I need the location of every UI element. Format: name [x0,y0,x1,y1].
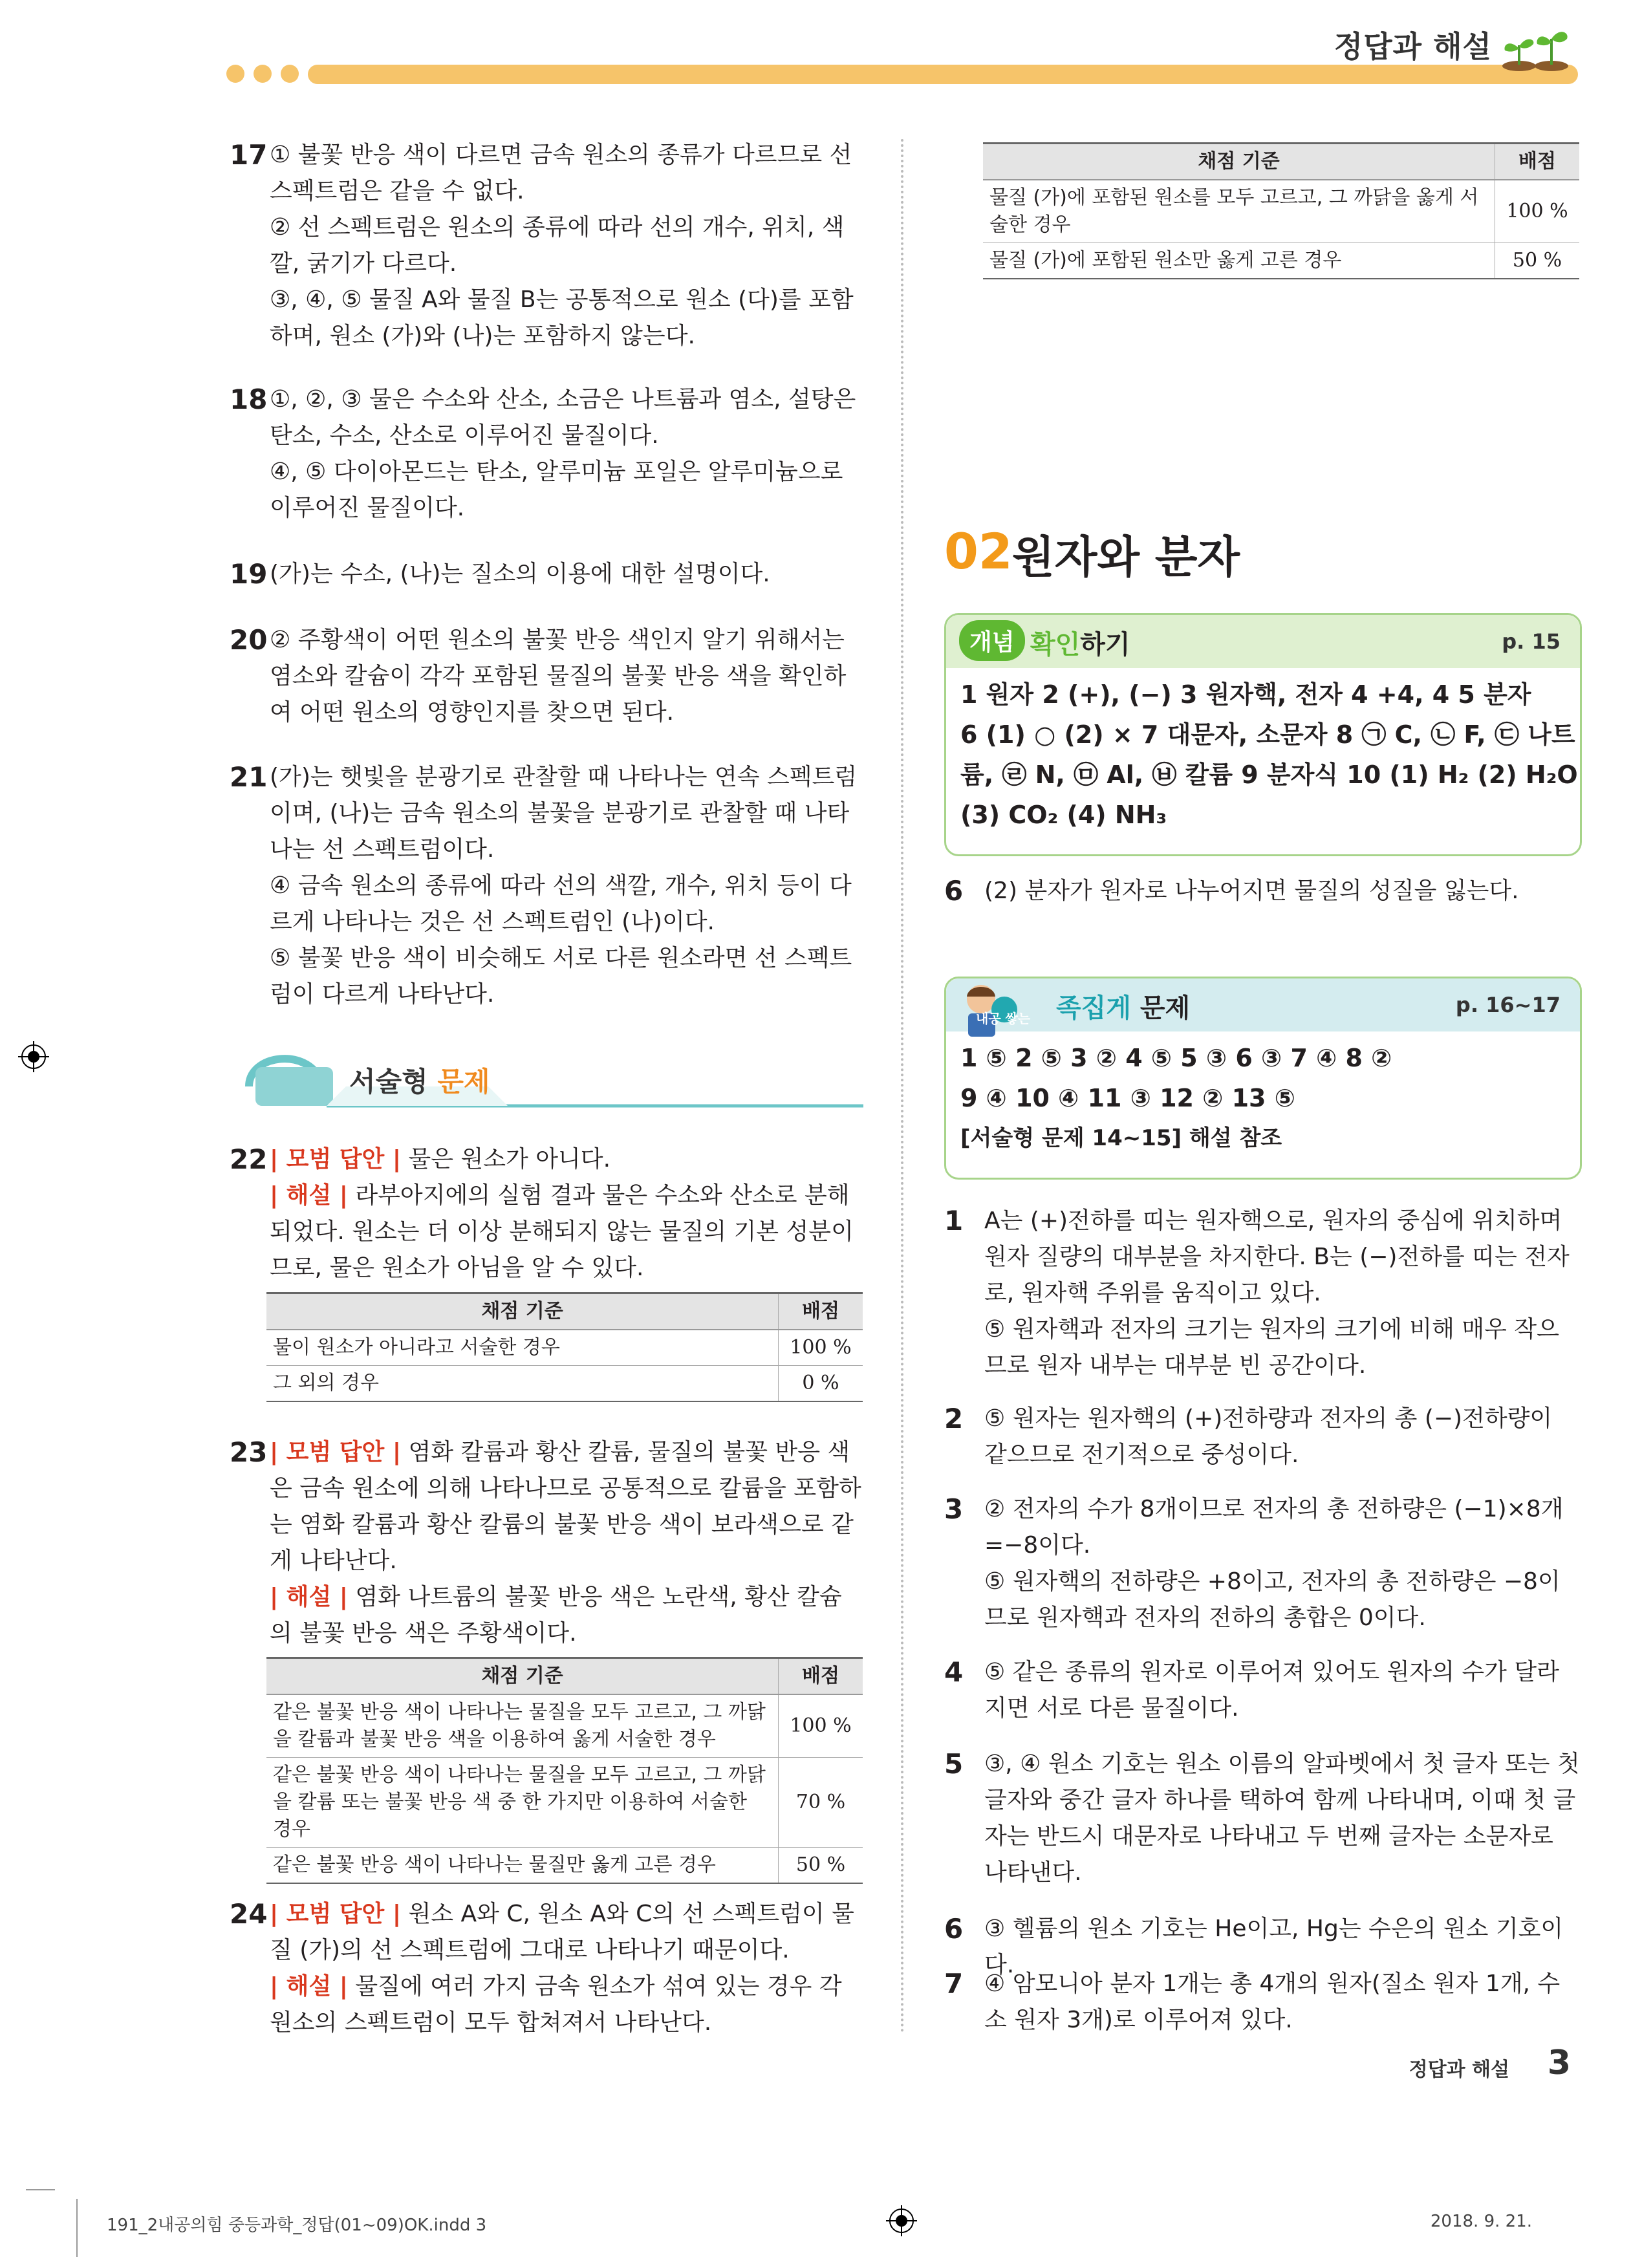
answer-item-19: 19 (가)는 수소, (나)는 질소의 이용에 대한 설명이다. [230,558,770,590]
answer-item-21: 21 (가)는 햇빛을 분광기로 관찰할 때 나타나는 연속 스펙트럼이며, (나)는 금속 원소의 불꽃을 분광기로 관찰할 때 나타나는 선 스펙트럼이다. ④ 금속 원소의 종류에 따라 선의 색깔, 개수, 위치 등이 다르게 나타나는 것은 선 스펙트럼인 (나)이다. ⑤ 불꽃 반응 색이 비슷해도 서로 다른 원소라면 선 스펙트럼이 다르게 나타난다. [230,761,858,1008]
answer-item-24: 24 | 모범 답안 | 원소 A와 C, 원소 A와 C의 선 스펙트럼이 물질 (가)의 선 스펙트럼에 그대로 나타나기 때문이다. | 해설 | 물질에 여러 가지 금속 원소가 섞여 있는 경우 각 원소의 스펙트럼이 모두 합쳐져서 나타난다. [230,1898,854,2036]
crop-mark [76,2199,78,2257]
column-divider [901,139,903,2034]
section-title: 원자와 분자 [1012,532,1240,583]
scoring-table-continued: 채점 기준 배점 물질 (가)에 포함된 원소를 모두 고르고, 그 까닭을 옳게 서술한 경우 100 % 물질 (가)에 포함된 원소만 옳게 고른 경우 50 % [983,142,1579,279]
practice-problems-box [944,977,1582,1180]
scoring-table-23: 채점 기준 배점 같은 불꽃 반응 색이 나타나는 물질을 모두 고르고, 그 까닭을 칼륨과 불꽃 반응 색을 이용하여 옳게 서술한 경우 100 % 같은 불꽃 반응 색이 나타나는 물질을 모두 고르고, 그 까닭을 칼륨 또는 불꽃 반응 색 중 한 가지만 이용하여 서술한 경우 70 % 같은 불꽃 반응 색이 나타나는 물질만 옳게 고른 경우 50 % [266,1657,863,1884]
footer-label: 정답과 해설 [1409,2058,1509,2081]
scoring-table-22: 채점 기준 배점 물이 원소가 아니라고 서술한 경우 100 % 그 외의 경우 0 % [266,1292,863,1402]
concept-box-answers: 1 원자 2 (+), (−) 3 원자핵, 전자 4 +4, 4 5 분자 6 (1) ○ (2) × 7 대문자, 소문자 8 ㉠ C, ㉡ F, ㉢ 나트 륨, ㉣ N, ㉤ Al, ㉥ 칼륨 9 분자식 10 (1) H₂ (2) H₂O (3) CO₂ (4) NH₃ [960,680,1578,829]
concept-note-6: 6 (2) 분자가 원자로 나누어지면 물질의 성질을 잃는다. [944,875,1519,907]
answer-item-23: 23 | 모범 답안 | 염화 칼륨과 황산 칼륨, 물질의 불꽃 반응 색은 금속 원소에 의해 나타나므로 공통적으로 칼륨을 포함하는 염화 칼륨과 황산 칼륨의 불꽃 반응 색이 보라색으로 같게 나타난다. | 해설 | 염화 나트륨의 불꽃 반응 색은 노란색, 황산 칼슘의 불꽃 반응 색은 주황색이다. [230,1436,861,1647]
explanation-item-2: 2 ⑤ 원자는 원자핵의 (+)전하량과 전자의 총 (−)전하량이 같으므로 전기적으로 중성이다. [944,1403,1553,1468]
answer-item-20: 20 ② 주황색이 어떤 원소의 불꽃 반응 색인지 알기 위해서는 염소와 칼슘이 각각 포함된 물질의 불꽃 반응 색을 확인하여 어떤 원소의 영향인지를 찾으면 된다. [230,624,847,726]
header-title: 정답과 해설 [1334,29,1492,64]
registration-mark-icon [886,2205,917,2236]
essay-section-title: 서술형 문제 [349,1066,490,1097]
concept-box-page: p. 15 [1502,629,1561,654]
explanation-item-1: 1 A는 (+)전하를 띠는 원자핵으로, 원자의 중심에 위치하며 원자 질량의 대부분을 차지한다. B는 (−)전하를 띠는 전자로, 원자핵 주위를 움직이고 있다. ⑤ 원자핵과 전자의 크기는 원자의 크기에 비해 매우 작으므로 원자 내부는 대부분 빈 공간이다. [944,1205,1570,1379]
section-number: 02 [944,523,1013,580]
header-bar [308,65,1578,84]
crop-mark [26,2189,55,2190]
practice-box-page: p. 16~17 [1455,993,1561,1017]
explanation-item-7: 7 ④ 암모니아 분자 1개는 총 4개의 원자(질소 원자 1개, 수소 원자 3개)로 이루어져 있다. [944,1968,1561,2033]
essay-banner-graphic [230,1041,863,1112]
explanation-item-6: 6 ③ 헬륨의 원소 기호는 He이고, Hg는 수은의 원소 기호이다. [944,1913,1564,1978]
file-info: 191_2내공의힘 중등과학_정답(01~09)OK.indd 3 [107,2216,487,2235]
explanation-item-4: 4 ⑤ 같은 종류의 원자로 이루어져 있어도 원자의 수가 달라지면 서로 다른 물질이다. [944,1656,1559,1722]
file-date: 2018. 9. 21. [1430,2212,1532,2231]
practice-box-title: 족집게 문제 [1056,993,1191,1023]
practice-badge: 내공 쌓는 [976,1011,1031,1026]
answer-item-17: 17 ① 불꽃 반응 색이 다르면 금속 원소의 종류가 다르므로 선 스펙트럼은 같을 수 없다. ② 선 스펙트럼은 원소의 종류에 따라 선의 개수, 위치, 색깔, 굵기가 다르다. ③, ④, ⑤ 물질 A와 물질 B는 공통적으로 원소 (다)를 포함하며, 원소 (가)와 (나)는 포함하지 않는다. [230,139,854,349]
answer-item-22: 22 | 모범 답안 | 물은 원소가 아니다. | 해설 | 라부아지에의 실험 결과 물은 수소와 산소로 분해되었다. 원소는 더 이상 분해되지 않는 물질의 기본 성분이므로, 물은 원소가 아님을 알 수 있다. [230,1143,854,1281]
header-dot [226,65,244,83]
sprout-icon [1500,19,1571,71]
header-dot [281,65,299,83]
registration-mark-icon [18,1041,49,1072]
header-dot [254,65,272,83]
explanation-item-3: 3 ② 전자의 수가 8개이므로 전자의 총 전하량은 (−1)×8개 =−8이다. ⑤ 원자핵의 전하량은 +8이고, 전자의 총 전하량은 −8이므로 원자핵과 전자의 전하의 총합은 0이다. [944,1493,1564,1631]
answer-item-18: 18 ①, ②, ③ 물은 수소와 산소, 소금은 나트륨과 염소, 설탕은 탄소, 수소, 산소로 이루어진 물질이다. ④, ⑤ 다이아몬드는 탄소, 알루미늄 포일은 알루미늄으로 이루어진 물질이다. [230,383,856,521]
concept-check-box [944,613,1582,856]
practice-box-answers: 1 ⑤ 2 ⑤ 3 ② 4 ⑤ 5 ③ 6 ③ 7 ④ 8 ② 9 ④ 10 ④ 11 ③ 12 ② 13 ⑤ [서술형 문제 14~15] 해설 참조 [960,1044,1392,1151]
concept-box-title: 확인하기 [1030,630,1130,660]
explanation-item-5: 5 ③, ④ 원소 기호는 원소 이름의 알파벳에서 첫 글자 또는 첫 글자와 중간 글자 하나를 택하여 함께 나타내며, 이때 첫 글자는 반드시 대문자로 나타내고 두 번째 글자는 소문자로 나타낸다. [944,1748,1580,1886]
concept-badge: 개념 [959,620,1025,661]
footer-page-number: 3 [1547,2044,1571,2082]
